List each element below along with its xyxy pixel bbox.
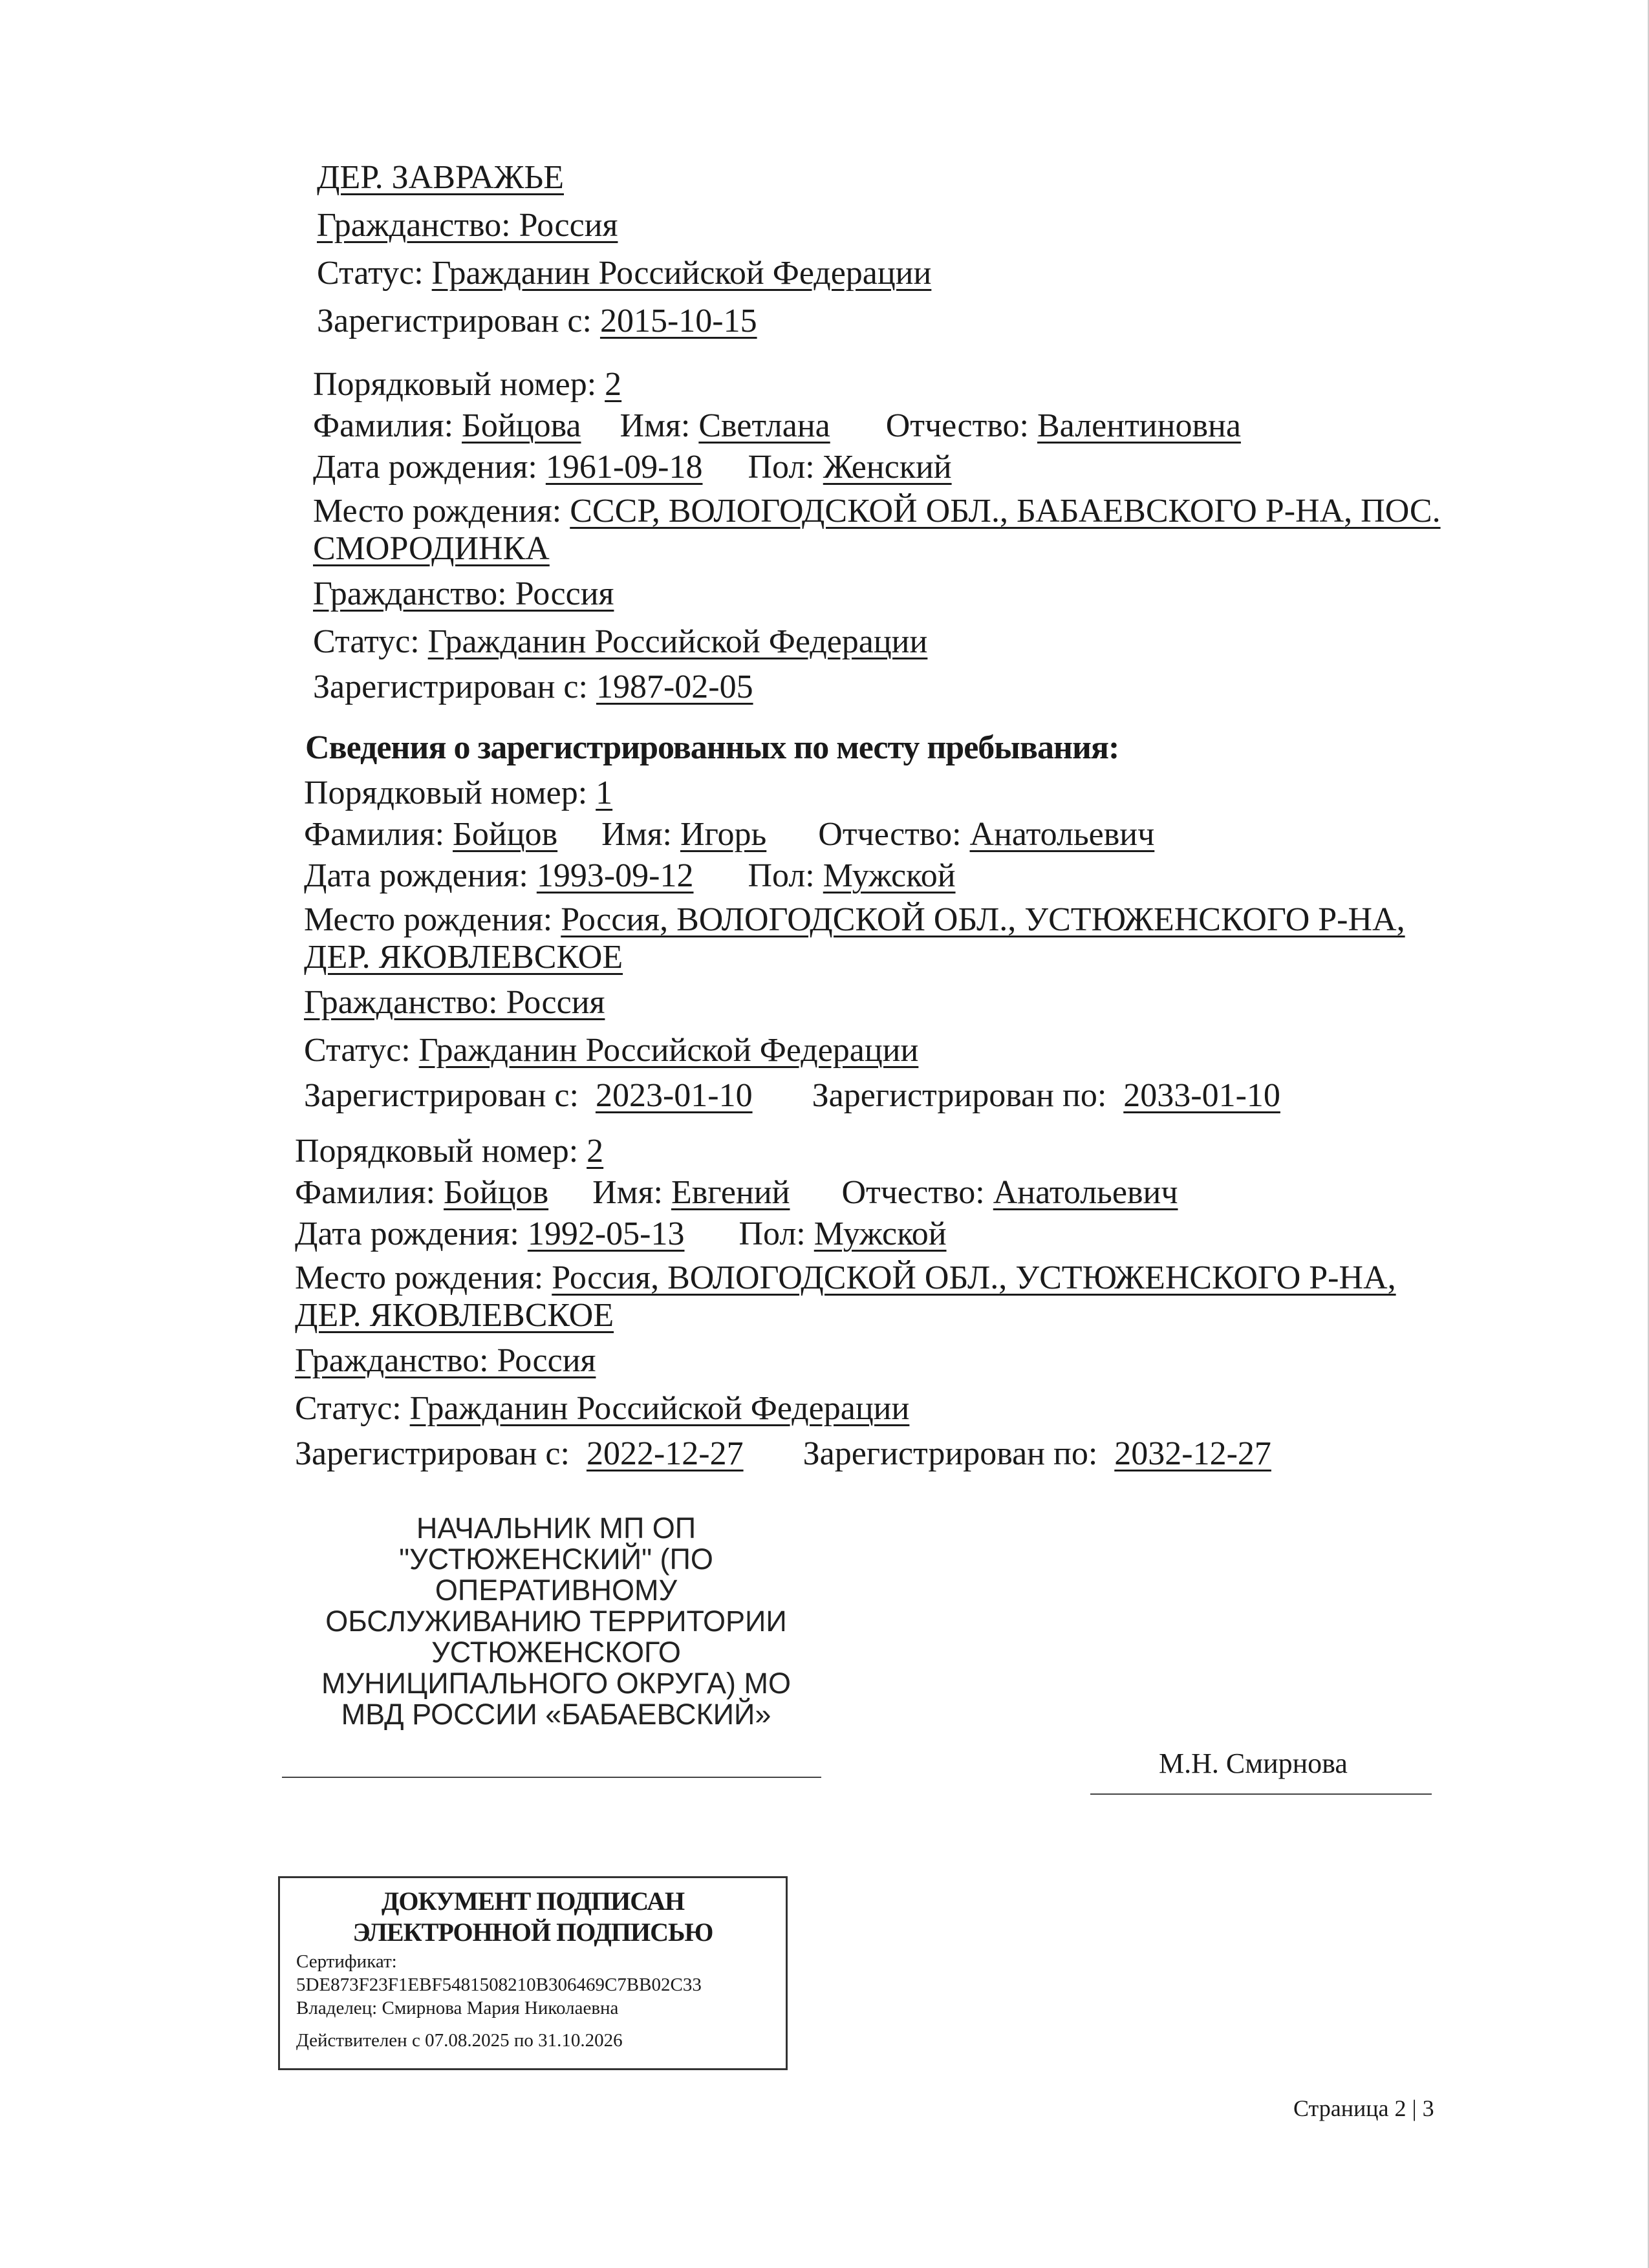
reg-from-value: 1987-02-05 [596,669,753,705]
status-label: Статус: [295,1390,402,1427]
stamp-cert-value: 5DE873F23F1EBF5481508210B306469C7BB02C33 [296,1974,702,1995]
signatory-title-line: УСТЮЖЕНСКОГО [431,1636,681,1669]
surname-label: Фамилия: [295,1174,436,1211]
status-value: Гражданин Российской Федерации [427,623,928,660]
surname-label: Фамилия: [313,407,454,444]
name-value: Евгений [671,1174,790,1211]
dob-value: 1992-05-13 [527,1215,685,1252]
reg-to-value: 2033-01-10 [1123,1077,1280,1114]
citizenship: Гражданство: Россия [313,575,614,612]
patronymic-label: Отчество: [841,1174,985,1211]
signatory-title-line: МВД РОССИИ «БАБАЕВСКИЙ» [341,1698,771,1731]
surname-value: Бойцова [462,407,581,444]
sex-value: Женский [823,449,952,486]
temporary-section-title: Сведения о зарегистрированных по месту пребывания: [305,729,1119,766]
reg-from-value: 2023-01-10 [595,1077,753,1114]
sex-label: Пол: [738,1215,806,1252]
reg-to-label: Зарегистрирован по: [812,1077,1107,1114]
birthplace-value-line2: СМОРОДИНКА [313,530,550,567]
num-value: 1 [596,775,613,811]
birthplace-value-line1: Россия, ВОЛОГОДСКОЙ ОБЛ., УСТЮЖЕНСКОГО Р-НА, [552,1259,1396,1296]
stamp-owner: Владелец: Смирнова Мария Николаевна [296,1998,619,2018]
birthplace-continuation: ДЕР. ЗАВРАЖЬЕ [317,159,564,196]
birthplace-value-line1: СССР, ВОЛОГОДСКОЙ ОБЛ., БАБАЕВСКОГО Р-НА, ПОС. [570,493,1441,530]
sex-value: Мужской [823,857,956,894]
citizenship: Гражданство: Россия [304,984,605,1021]
status-label: Статус: [304,1032,411,1069]
reg-from-label: Зарегистрирован с: [295,1435,570,1472]
stamp-cert-label: Сертификат: [296,1951,397,1972]
num-label: Порядковый номер: [304,775,588,811]
signatory-name: М.Н. Смирнова [1159,1748,1348,1779]
name-label: Имя: [620,407,691,444]
signatory-title-line: МУНИЦИПАЛЬНОГО ОКРУГА) МО [321,1667,791,1700]
dob-value: 1993-09-12 [536,857,694,894]
signatory-title-rule [282,1777,821,1778]
birthplace-value-line2: ДЕР. ЯКОВЛЕВСКОЕ [295,1297,614,1334]
citizenship: Гражданство: Россия [295,1342,596,1379]
num-value: 2 [587,1133,604,1170]
reg-to-value: 2032-12-27 [1114,1435,1271,1472]
temporary-record-1 [304,775,1405,1115]
name-value: Игорь [680,816,767,853]
num-label: Порядковый номер: [295,1133,579,1170]
stamp-title [280,1886,786,1948]
reg-from-value: 2022-12-27 [586,1435,744,1472]
dob-label: Дата рождения: [313,449,537,486]
birthplace-label: Место рождения: [304,901,553,938]
signatory-title-line: ОПЕРАТИВНОМУ [435,1574,678,1607]
reg-from-label: Зарегистрирован с: [313,669,588,705]
patronymic-value: Анатольевич [969,816,1155,853]
reg-to-label: Зарегистрирован по: [803,1435,1098,1472]
stamp-validity: Действителен с 07.08.2025 по 31.10.2026 [296,2030,623,2051]
birthplace-label: Место рождения: [313,493,562,530]
status-label: Статус: [313,623,420,660]
surname-value: Бойцов [453,816,558,853]
sex-label: Пол: [748,857,815,894]
birthplace-value-line2: ДЕР. ЯКОВЛЕВСКОЕ [304,939,623,976]
dob-label: Дата рождения: [295,1215,519,1252]
sex-label: Пол: [748,449,815,486]
status-value: Гражданин Российской Федерации [409,1390,910,1427]
signature-rule [1090,1793,1432,1795]
patronymic-label: Отчество: [818,816,962,853]
sex-value: Мужской [814,1215,947,1252]
patronymic-value: Валентиновна [1037,407,1241,444]
previous-resident-continuation [317,159,931,340]
stamp-title-line1: ДОКУМЕНТ ПОДПИСАН [381,1887,685,1916]
name-value: Светлана [698,407,830,444]
patronymic-value: Анатольевич [993,1174,1178,1211]
signatory-title-line: ОБСЛУЖИВАНИЮ ТЕРРИТОРИИ [325,1605,787,1638]
num-label: Порядковый номер: [313,366,597,403]
status-value: Гражданин Российской Федерации [431,255,932,292]
page-number: Страница 2 | 3 [1293,2095,1434,2121]
birthplace-value-line1: Россия, ВОЛОГОДСКОЙ ОБЛ., УСТЮЖЕНСКОГО Р-НА, [561,901,1405,938]
dob-value: 1961-09-18 [545,449,703,486]
birthplace-label: Место рождения: [295,1259,544,1296]
status-label: Статус: [317,255,424,292]
temporary-record-2 [295,1133,1396,1473]
citizenship: Гражданство: Россия [317,207,618,244]
patronymic-label: Отчество: [885,407,1029,444]
name-label: Имя: [592,1174,663,1211]
signatory-title-line: НАЧАЛЬНИК МП ОП [416,1512,696,1545]
num-value: 2 [605,366,622,403]
reg-from-value: 2015-10-15 [599,303,757,339]
reg-from-label: Зарегистрирован с: [304,1077,579,1114]
signatory-title [285,1513,828,1730]
reg-from-label: Зарегистрирован с: [317,303,592,339]
stamp-title-line2: ЭЛЕКТРОННОЙ ПОДПИСЬЮ [352,1918,713,1947]
status-value: Гражданин Российской Федерации [418,1032,919,1069]
name-label: Имя: [601,816,672,853]
surname-value: Бойцов [444,1174,549,1211]
resident-record-2 [313,366,1441,706]
signatory-title-line: "УСТЮЖЕНСКИЙ" (ПО [399,1543,713,1576]
dob-label: Дата рождения: [304,857,528,894]
electronic-signature-stamp [278,1876,788,2070]
surname-label: Фамилия: [304,816,445,853]
